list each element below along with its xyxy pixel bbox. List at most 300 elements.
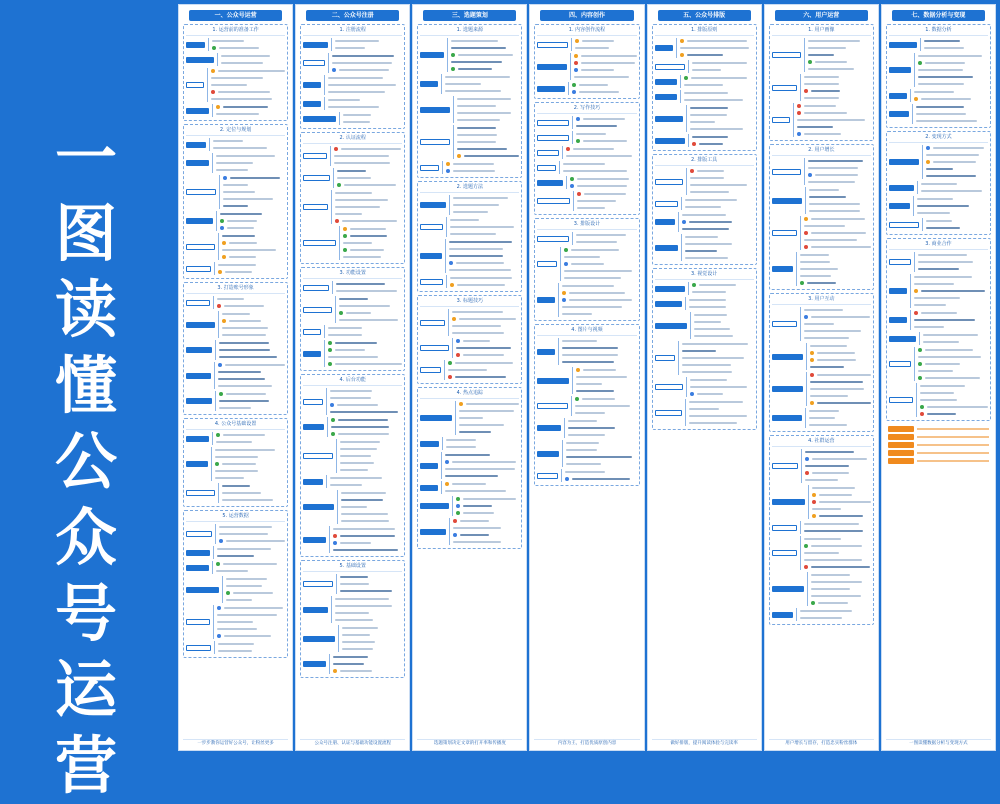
leaf-row — [215, 454, 285, 460]
leaf-line — [452, 332, 504, 334]
leaf-row — [809, 422, 871, 428]
branch-node — [186, 218, 213, 224]
branch-row — [303, 75, 402, 95]
branch-row — [772, 449, 871, 483]
leaf-line — [451, 40, 497, 42]
leaf-row — [805, 449, 871, 455]
leaf-line — [340, 576, 368, 578]
leaf-line — [914, 91, 954, 93]
branch-row — [303, 296, 402, 323]
branch-node — [186, 42, 205, 48]
branch-node — [655, 384, 683, 390]
leaf-line — [583, 369, 615, 371]
branch-row — [772, 158, 871, 185]
leaf-bullet — [223, 176, 227, 180]
leaf-row — [804, 328, 871, 334]
leaf-line — [925, 349, 973, 351]
leaf-line — [449, 241, 512, 243]
branch-row — [655, 105, 754, 132]
leaf-row — [576, 367, 636, 373]
leaf-bullet — [328, 348, 332, 352]
leaf-row — [216, 432, 285, 438]
leaf-row — [568, 432, 636, 438]
leaf-row — [564, 247, 636, 253]
sections — [183, 24, 288, 737]
leaf-row — [219, 405, 285, 411]
branch-lines — [806, 343, 871, 370]
branch-row — [186, 311, 285, 338]
leaf-line — [817, 402, 871, 404]
branch-lines — [920, 38, 988, 51]
section-title: 2. 选题方法 — [420, 184, 519, 193]
leaf-row — [334, 146, 402, 152]
column-header: 三、选题策划 — [423, 10, 516, 21]
leaf-line — [914, 319, 976, 321]
section — [652, 154, 757, 265]
leaf-row — [808, 59, 871, 65]
leaf-line — [808, 47, 847, 49]
branch-lines — [213, 546, 285, 559]
leaf-line — [685, 243, 732, 245]
leaf-line — [811, 246, 871, 248]
leaf-bullet — [804, 231, 808, 235]
leaf-line — [221, 55, 270, 57]
branch-lines — [453, 96, 519, 123]
branch-node — [889, 185, 914, 191]
column-header: 五、公众号排版 — [658, 10, 751, 21]
leaf-bullet — [576, 368, 580, 372]
branch-row — [303, 526, 402, 553]
leaf-row — [216, 160, 285, 166]
leaf-line — [217, 628, 257, 630]
leaf-bullet — [445, 482, 449, 486]
leaf-row — [918, 259, 988, 265]
leaf-row — [574, 53, 636, 59]
leaf-line — [804, 330, 862, 332]
branch-row — [420, 275, 519, 288]
leaf-row — [216, 111, 285, 117]
leaf-row — [689, 413, 754, 419]
leaf-row — [219, 398, 285, 404]
leaf-line — [563, 163, 605, 165]
leaf-line — [343, 242, 372, 244]
section — [300, 374, 405, 557]
leaf-line — [811, 566, 871, 568]
leaf-line — [343, 114, 371, 116]
leaf-line — [920, 385, 966, 387]
leaf-line — [226, 578, 267, 580]
branch-row — [186, 447, 285, 481]
leaf-row — [342, 639, 402, 645]
leaf-bullet — [810, 358, 814, 362]
branch-row — [303, 340, 402, 367]
leaf-row — [448, 360, 519, 366]
leaf-line — [694, 328, 730, 330]
title-char: 读 — [54, 273, 117, 346]
branch-row — [303, 168, 402, 188]
branch-row — [537, 367, 636, 394]
branch-node — [186, 266, 211, 272]
branch-node — [772, 550, 797, 556]
leaf-line — [918, 370, 953, 372]
leaf-row — [457, 153, 519, 159]
branch-row — [303, 97, 402, 110]
branch-row — [420, 338, 519, 358]
leaf-line — [215, 477, 244, 479]
leaf-line — [797, 126, 833, 128]
leaf-row — [562, 283, 636, 289]
leaf-line — [342, 641, 374, 643]
sections — [534, 24, 639, 737]
leaf-line — [927, 413, 956, 415]
leaf-row — [690, 112, 754, 118]
leaf-row — [333, 547, 402, 553]
leaf-row — [566, 461, 636, 467]
branch-node — [655, 64, 685, 70]
leaf-bullet — [216, 433, 220, 437]
leaf-line — [923, 341, 959, 343]
leaf-line — [218, 643, 254, 645]
leaf-line — [566, 456, 631, 458]
branch-lines — [215, 340, 285, 360]
branch-row — [537, 38, 636, 51]
branch-node — [772, 612, 793, 618]
branch-node — [420, 253, 442, 259]
branch-lines — [442, 161, 519, 174]
branch-row — [186, 138, 285, 151]
leaf-row — [211, 82, 285, 88]
leaf-row — [219, 354, 285, 360]
branch-node — [303, 453, 333, 459]
leaf-row — [334, 153, 402, 159]
leaf-line — [457, 127, 496, 129]
leaf-line — [456, 347, 511, 349]
leaf-line — [694, 314, 728, 316]
branch-row — [889, 104, 988, 124]
leaf-line — [579, 91, 618, 93]
leaf-line — [562, 361, 613, 363]
leaf-row — [445, 81, 519, 87]
leaf-row — [926, 166, 988, 172]
leaf-line — [918, 69, 963, 71]
leaf-line — [332, 62, 392, 64]
branch-node — [772, 499, 805, 505]
branch-lines — [796, 252, 871, 286]
branch-node — [889, 42, 917, 48]
leaf-row — [805, 477, 871, 483]
leaf-line — [335, 349, 365, 351]
branch-lines — [449, 518, 519, 545]
leaf-line — [452, 325, 501, 327]
branch-lines — [330, 146, 402, 166]
branch-node — [655, 286, 685, 292]
section-title: 4. 公众号基础设置 — [186, 421, 285, 430]
leaf-line — [800, 254, 829, 256]
branch-node — [889, 259, 911, 265]
leaf-bullet — [450, 283, 454, 287]
leaf-row — [804, 230, 871, 236]
branch-node — [655, 201, 678, 207]
branch-lines — [686, 105, 754, 132]
leaf-row — [575, 403, 636, 409]
leaf-line — [466, 403, 519, 405]
branch-lines — [572, 116, 636, 129]
leaf-line — [219, 526, 272, 528]
leaf-line — [335, 199, 388, 201]
branch-node — [772, 525, 797, 531]
branch-node — [772, 266, 793, 272]
sections — [769, 24, 874, 737]
leaf-row — [680, 45, 754, 51]
leaf-row — [577, 191, 636, 197]
leaf-row — [328, 361, 402, 367]
branch-row — [303, 439, 402, 473]
leaf-bullet — [804, 544, 808, 548]
branch-node — [303, 479, 323, 485]
section — [534, 218, 639, 321]
leaf-line — [914, 297, 960, 299]
branch-lines — [573, 191, 636, 211]
leaf-line — [453, 211, 487, 213]
branch-node — [186, 189, 216, 195]
leaf-row — [797, 117, 871, 123]
leaf-line — [452, 483, 485, 485]
branch-row — [772, 572, 871, 606]
leaf-line — [577, 185, 627, 187]
leaf-line — [575, 47, 609, 49]
highlight-row — [888, 458, 989, 464]
branch-node — [537, 378, 569, 384]
branch-node — [303, 399, 323, 405]
branch-row — [655, 312, 754, 339]
branch-lines — [801, 449, 871, 483]
leaf-line — [916, 106, 964, 108]
leaf-row — [448, 374, 519, 380]
leaf-bullet — [220, 226, 224, 230]
leaf-row — [914, 96, 988, 102]
branch-row — [772, 252, 871, 286]
branch-node — [303, 204, 328, 210]
leaf-bullet — [457, 154, 461, 158]
leaf-bullet — [577, 192, 581, 196]
branch-row — [772, 74, 871, 101]
branch-lines — [676, 38, 754, 58]
leaf-line — [689, 415, 748, 417]
leaf-line — [457, 148, 507, 150]
leaf-row — [452, 323, 519, 329]
leaf-row — [811, 600, 871, 606]
section — [652, 24, 757, 151]
leaf-row — [450, 217, 519, 223]
leaf-line — [808, 54, 834, 56]
leaf-row — [216, 439, 285, 445]
leaf-line — [917, 205, 970, 207]
leaf-line — [690, 107, 728, 109]
leaf-row — [917, 210, 988, 216]
leaf-bullet — [562, 291, 566, 295]
branch-row — [420, 96, 519, 123]
leaf-row — [328, 75, 402, 81]
branch-node — [537, 473, 558, 479]
leaf-line — [576, 376, 627, 378]
leaf-bullet — [331, 432, 335, 436]
branch-node — [186, 490, 215, 496]
highlight-block — [886, 424, 991, 466]
leaf-row — [343, 119, 402, 125]
leaf-row — [216, 167, 285, 173]
leaf-line — [340, 590, 392, 592]
leaf-row — [924, 45, 988, 51]
leaf-row — [562, 304, 636, 310]
leaf-row — [340, 588, 402, 594]
leaf-line — [576, 234, 625, 236]
leaf-row — [808, 179, 871, 185]
leaf-bullet — [810, 401, 814, 405]
leaf-line — [222, 235, 255, 237]
leaf-bullet — [574, 61, 578, 65]
branch-node — [772, 169, 801, 175]
leaf-line — [218, 70, 285, 72]
branch-lines — [806, 372, 871, 406]
leaf-line — [815, 61, 847, 63]
branch-node — [537, 86, 565, 92]
branch-row — [889, 181, 988, 194]
column — [647, 4, 762, 751]
branch-row — [889, 38, 988, 51]
leaf-row — [218, 262, 285, 268]
leaf-line — [689, 408, 719, 410]
leaf-line — [925, 363, 960, 365]
branch-row — [303, 596, 402, 623]
leaf-bullet — [459, 402, 463, 406]
leaf-row — [217, 296, 285, 302]
leaf-line — [453, 204, 499, 206]
leaf-row — [575, 396, 636, 402]
branch-row — [186, 362, 285, 389]
branch-lines — [331, 596, 402, 623]
leaf-row — [562, 359, 636, 365]
leaf-row — [811, 579, 871, 585]
branch-lines — [914, 252, 988, 272]
branch-node — [186, 322, 215, 328]
branch-node — [655, 116, 683, 122]
leaf-line — [576, 390, 614, 392]
leaf-line — [217, 298, 244, 300]
branch-lines — [688, 60, 754, 73]
leaf-bullet — [575, 39, 579, 43]
leaf-row — [220, 211, 285, 217]
leaf-line — [690, 379, 727, 381]
branch-lines — [572, 367, 636, 394]
leaf-line — [338, 433, 389, 435]
section — [300, 267, 405, 371]
leaf-row — [914, 295, 988, 301]
leaf-line — [226, 599, 252, 601]
leaf-line — [211, 84, 247, 86]
leaf-line — [569, 292, 625, 294]
branch-lines — [807, 572, 871, 606]
leaf-bullet — [448, 375, 452, 379]
leaf-row — [918, 67, 988, 73]
branch-lines — [562, 146, 636, 159]
leaf-row — [804, 335, 871, 341]
leaf-line — [926, 227, 960, 229]
leaf-row — [341, 504, 402, 510]
leaf-line — [926, 154, 979, 156]
leaf-row — [219, 391, 285, 397]
leaf-bullet — [217, 634, 221, 638]
leaf-bullet — [453, 533, 457, 537]
leaf-line — [809, 410, 839, 412]
branch-row — [537, 283, 636, 317]
branch-row — [655, 377, 754, 397]
leaf-row — [566, 454, 636, 460]
branch-row — [186, 211, 285, 231]
leaf-line — [463, 498, 516, 500]
leaf-row — [450, 275, 519, 281]
leaf-line — [340, 535, 395, 537]
leaf-row — [217, 605, 285, 611]
leaf-line — [804, 83, 839, 85]
leaf-bullet — [572, 90, 576, 94]
branch-row — [420, 38, 519, 72]
leaf-line — [341, 520, 389, 522]
leaf-bullet — [804, 89, 808, 93]
leaf-row — [692, 282, 754, 288]
leaf-row — [217, 553, 285, 559]
branch-node — [772, 117, 790, 123]
highlight-tag — [888, 434, 914, 440]
leaf-row — [682, 369, 754, 375]
leaf-line — [562, 306, 621, 308]
leaf-bullet — [456, 511, 460, 515]
leaf-row — [217, 303, 285, 309]
column — [412, 4, 527, 751]
leaf-row — [804, 550, 871, 556]
branch-lines — [324, 75, 402, 95]
leaf-line — [583, 140, 626, 142]
leaf-row — [914, 89, 988, 95]
leaf-row — [918, 347, 988, 353]
branch-lines — [446, 275, 519, 288]
leaf-row — [916, 104, 988, 110]
leaf-row — [690, 168, 754, 174]
branch-lines — [919, 332, 988, 345]
leaf-line — [921, 98, 971, 100]
leaf-row — [456, 496, 519, 502]
leaf-bullet — [914, 289, 918, 293]
leaf-line — [459, 417, 483, 419]
branch-lines — [339, 112, 402, 125]
leaf-row — [564, 254, 636, 260]
branch-node — [889, 222, 919, 228]
leaf-bullet — [453, 519, 457, 523]
highlight-line — [917, 428, 989, 430]
leaf-row — [343, 240, 402, 246]
leaf-line — [219, 407, 251, 409]
leaf-line — [566, 449, 597, 451]
branch-row — [186, 38, 285, 51]
leaf-line — [458, 54, 513, 56]
leaf-row — [568, 418, 636, 424]
leaf-line — [346, 312, 371, 314]
branch-row — [186, 340, 285, 360]
leaf-bullet — [574, 68, 578, 72]
section-title: 1. 数据分析 — [889, 27, 988, 36]
leaf-line — [341, 499, 383, 501]
branch-node — [537, 64, 567, 70]
leaf-line — [691, 77, 747, 79]
